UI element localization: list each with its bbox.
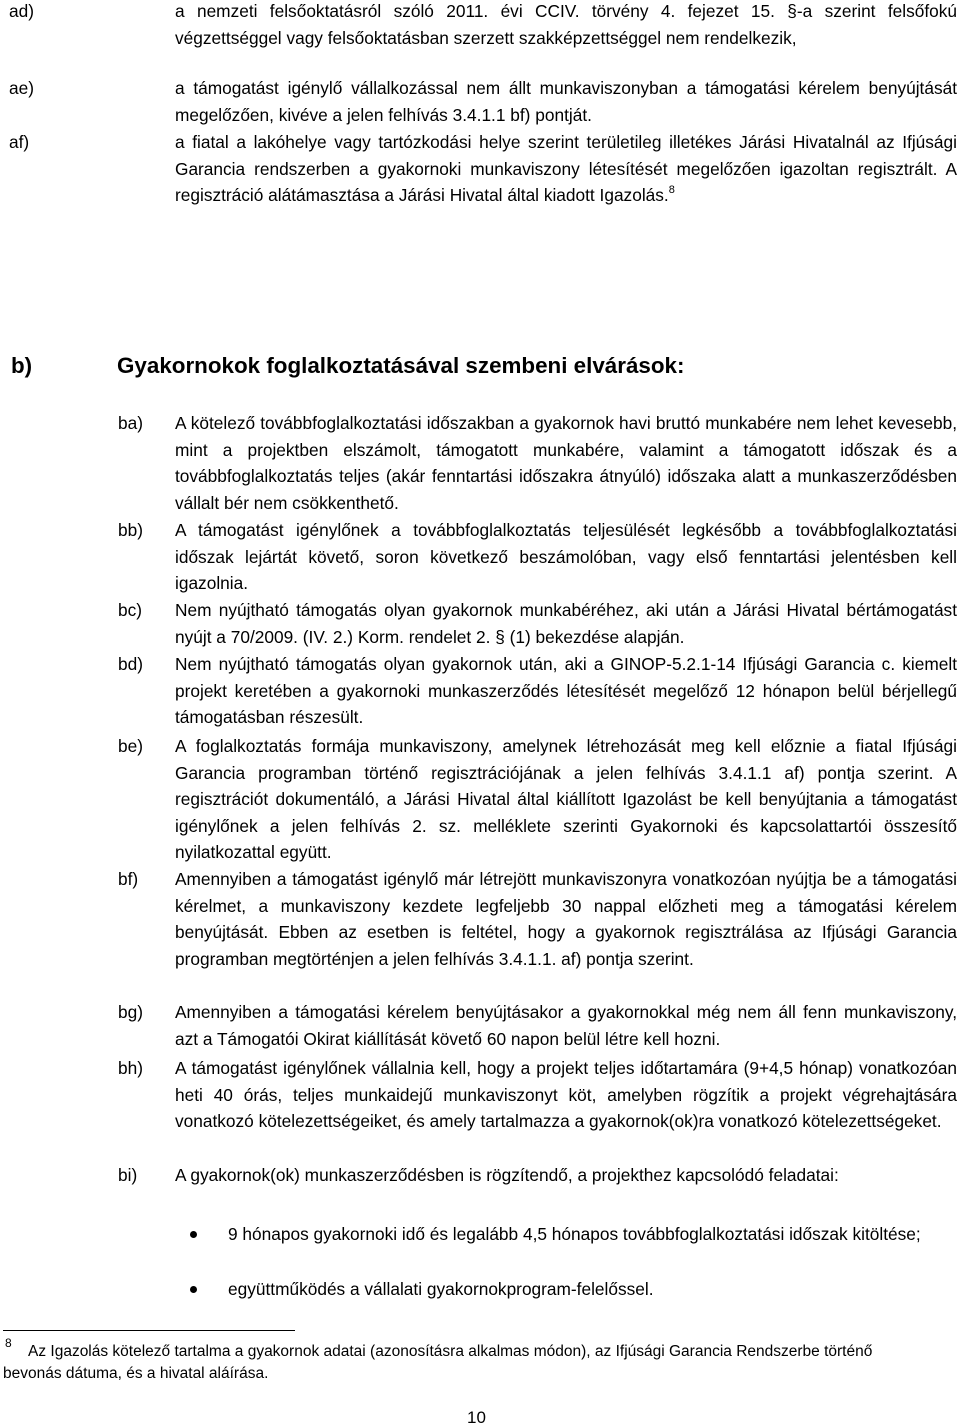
item-text: A foglalkoztatás formája munkaviszony, amelynek létrehozását meg kell előznie a fiatal Ifjúsági Garancia programban történő regisztrációjának a jelen felhívás 3.4.1.1 af) pontja szerint. A regisztrációt dokumentáló, a Járási Hivatal által kiállított Igazolást be kell benyújtania a támogatást igénylőnek a jelen felhívás 2. sz. melléklete szerinti Gyakornoki és kapcsolattartói összesítő nyilatkozattal együtt. [175,736,957,862]
footnote-reference[interactable]: 8 [668,184,675,196]
section-heading [11,351,911,381]
bullet-icon [190,1231,197,1238]
footnote-text: Az Igazolás kötelező tartalma a gyakornok adatai (azonosításra alkalmas módon), az Ifjúsági Garancia Rendszerbe történő bevonás dátuma, és a hivatal aláírása. [3,1343,873,1382]
footnote-number: 8 [5,1336,12,1350]
section-label: b) [11,353,33,378]
item-label: bi) [118,1165,138,1185]
item-label: bb) [118,520,143,540]
item-text: A támogatást igénylőnek vállalnia kell, hogy a projekt teljes időtartamára (9+4,5 hónap) vonatkozóan heti 40 órás, teljes munkaidejű munkaviszonyt köt, amelyben rögzítik a projekt végrehajtására vonatkozó kötelezettségeiket, és amely tartalmazza a gyakornok(ok)ra vonatkozó kötelezettségeket. [175,1058,957,1131]
item-text: Nem nyújtható támogatás olyan gyakornok után, aki a GINOP-5.2.1-14 Ifjúsági Garancia c. kiemelt projekt keretében a gyakornoki munkaszerződés létesítését megelőző 12 hónapon belül bérjellegű támogatásban részesült. [175,654,957,727]
item-text: A gyakornok(ok) munkaszerződésben is rögzítendő, a projekthez kapcsolódó feladatai: [175,1165,839,1185]
item-label: be) [118,736,143,756]
bullet-icon [190,1286,197,1293]
item-text: A kötelező továbbfoglalkoztatási időszakban a gyakornok havi bruttó munkabére nem lehet kevesebb, mint a projektben elszámolt, támogatott munkabére, valamint a támogatott időszak és a továbbfoglalkoztatás teljes (akár fenntartási időszakra átnyúló) időszaka alatt a munkaszerződésben vállalt bér nem csökkenthető. [175,413,957,513]
section-title: Gyakornokok foglalkoztatásával szembeni elvárások: [117,353,685,378]
item-text: a nemzeti felsőoktatásról szóló 2011. évi CCIV. törvény 4. fejezet 15. §-a szerint felsőfokú végzettséggel vagy felsőoktatásban szerzett szakképzettséggel nem rendelkezik, [175,1,957,48]
page-number: 10 [467,1408,486,1427]
footnote-separator [3,1330,295,1331]
item-label: bh) [118,1058,143,1078]
item-label: af) [9,132,30,152]
item-text: Amennyiben a támogatást igénylő már létrejött munkaviszonyra vonatkozóan nyújtja be a támogatási kérelmet, a munkaviszony kezdete legfeljebb 30 nappal előzheti meg a támogatási kérelem benyújtását. Ebben az esetben is feltétel, hogy a gyakornok regisztrálása az Ifjúsági Garancia programban megtörténjen a jelen felhívás 3.4.1.1. af) pontja szerint. [175,869,957,969]
bullet-text: 9 hónapos gyakornoki idő és legalább 4,5 hónapos továbbfoglalkoztatási időszak kitöltése; [228,1224,921,1244]
item-label: bc) [118,600,143,620]
item-label: ae) [9,78,34,98]
item-text: Amennyiben a támogatási kérelem benyújtásakor a gyakornokkal még nem áll fenn munkaviszony, azt a Támogatói Okirat kiállítását követő 60 napon belül létre kell hozni. [175,1002,957,1049]
item-label: bd) [118,654,143,674]
item-label: ba) [118,413,143,433]
item-text: a támogatást igénylő vállalkozással nem állt munkaviszonyban a támogatási kérelem benyújtását megelőzően, kivéve a jelen felhívás 3.4.1.1 bf) pontját. [175,78,957,125]
bullet-text: együttműködés a vállalati gyakornokprogram-felelőssel. [228,1279,654,1299]
item-text: Nem nyújtható támogatás olyan gyakornok munkabéréhez, aki után a Járási Hivatal bértámogatást nyújt a 70/2009. (IV. 2.) Korm. rendelet 2. § (1) bekezdése alapján. [175,600,957,647]
item-text-with-footnote [175,129,957,209]
item-label: ad) [9,1,34,21]
item-text: a fiatal a lakóhelye vagy tartózkodási helye szerint területileg illetékes Járási Hivatalnál az Ifjúsági Garancia rendszerben a gyakornoki munkaviszony létesítését megelőzően igazoltan regisztrált. A regisztráció alátámasztása a Járási Hivatal által kiadott Igazolás. [175,132,957,205]
item-label: bf) [118,869,139,889]
item-text: A támogatást igénylőnek a továbbfoglalkoztatás teljesülését legkésőbb a továbbfoglalkoztatási időszak lejártát követő, soron következő beszámolóban, vagy első fenntartási jelentésben kell igazolnia. [175,520,957,593]
item-label: bg) [118,1002,143,1022]
